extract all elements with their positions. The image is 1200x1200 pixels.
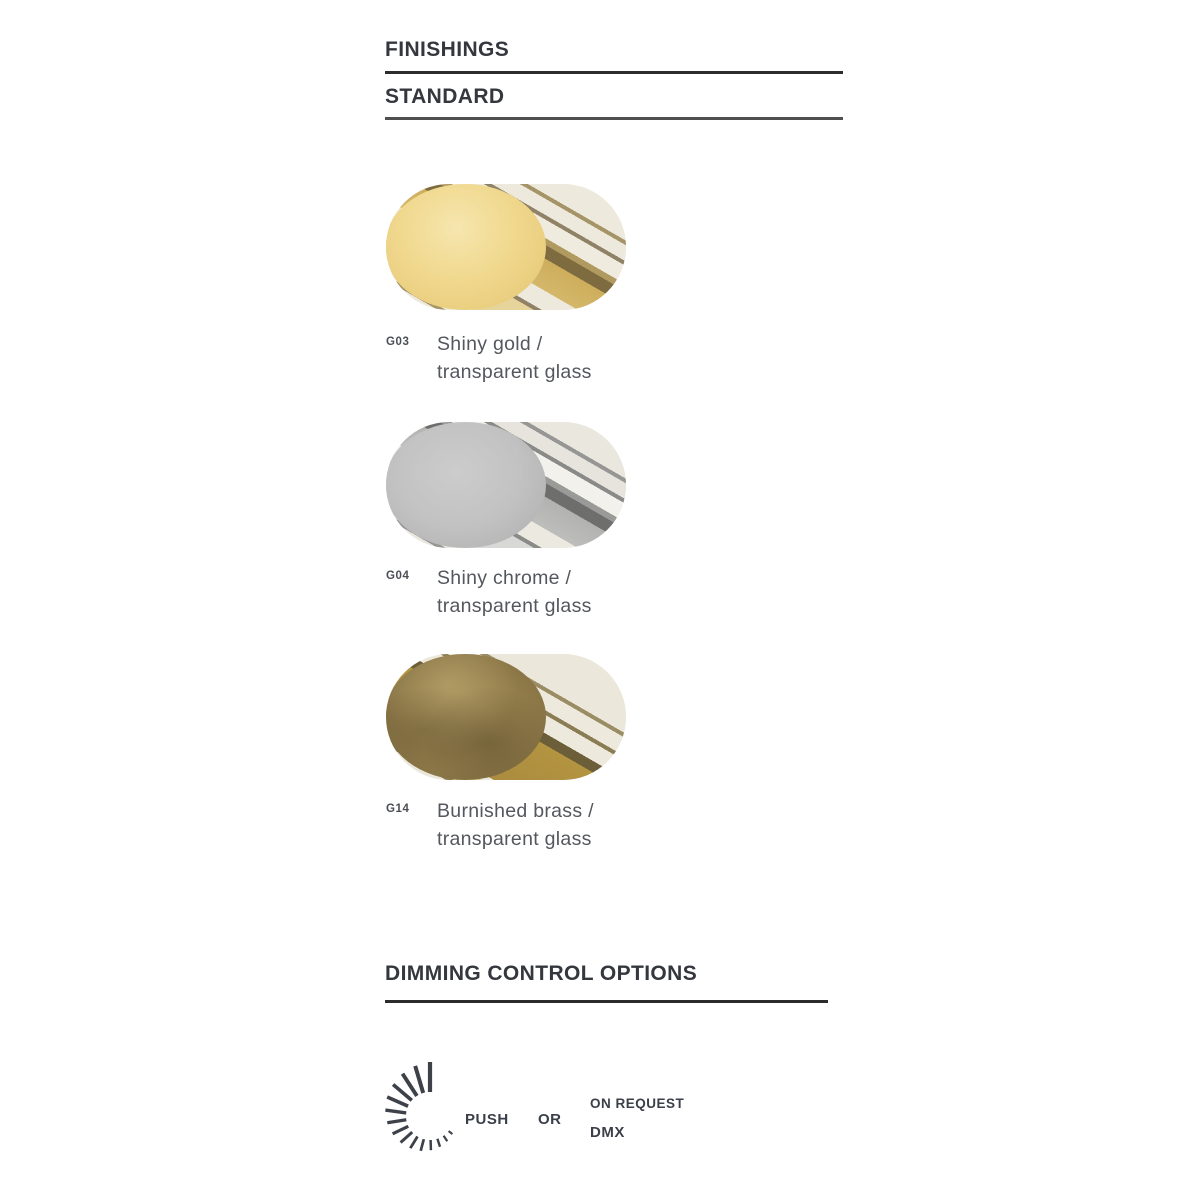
dimmer-rays-icon <box>378 1060 458 1160</box>
finish-item-g04 <box>386 564 592 620</box>
on-request-label: ON REQUEST <box>590 1096 685 1111</box>
gold-disc <box>386 184 546 310</box>
chrome-disc <box>386 422 546 548</box>
dimming-rule <box>385 1000 828 1003</box>
dimming-title: DIMMING CONTROL OPTIONS <box>385 962 698 985</box>
finish-name: Shiny chrome / transparent glass <box>437 567 592 617</box>
or-label: OR <box>538 1111 562 1128</box>
finish-code: G04 <box>386 570 410 582</box>
push-option-label: PUSH <box>465 1111 509 1128</box>
finishings-title: FINISHINGS <box>385 38 510 61</box>
shiny-chrome-swatch-icon <box>386 422 626 548</box>
finish-code: G03 <box>386 336 410 348</box>
finish-name: Burnished brass / transparent glass <box>437 800 594 850</box>
dmx-option-label: DMX <box>590 1124 625 1141</box>
finish-code: G14 <box>386 803 410 815</box>
finishings-rule <box>385 71 843 74</box>
finish-item-g14 <box>386 797 594 853</box>
finish-name: Shiny gold / transparent glass <box>437 333 592 383</box>
brass-disc <box>386 654 546 780</box>
finish-item-g03 <box>386 330 592 386</box>
standard-rule <box>385 117 843 120</box>
burnished-brass-swatch-icon <box>386 654 626 780</box>
shiny-gold-swatch-icon <box>386 184 626 310</box>
standard-subtitle: STANDARD <box>385 85 505 108</box>
